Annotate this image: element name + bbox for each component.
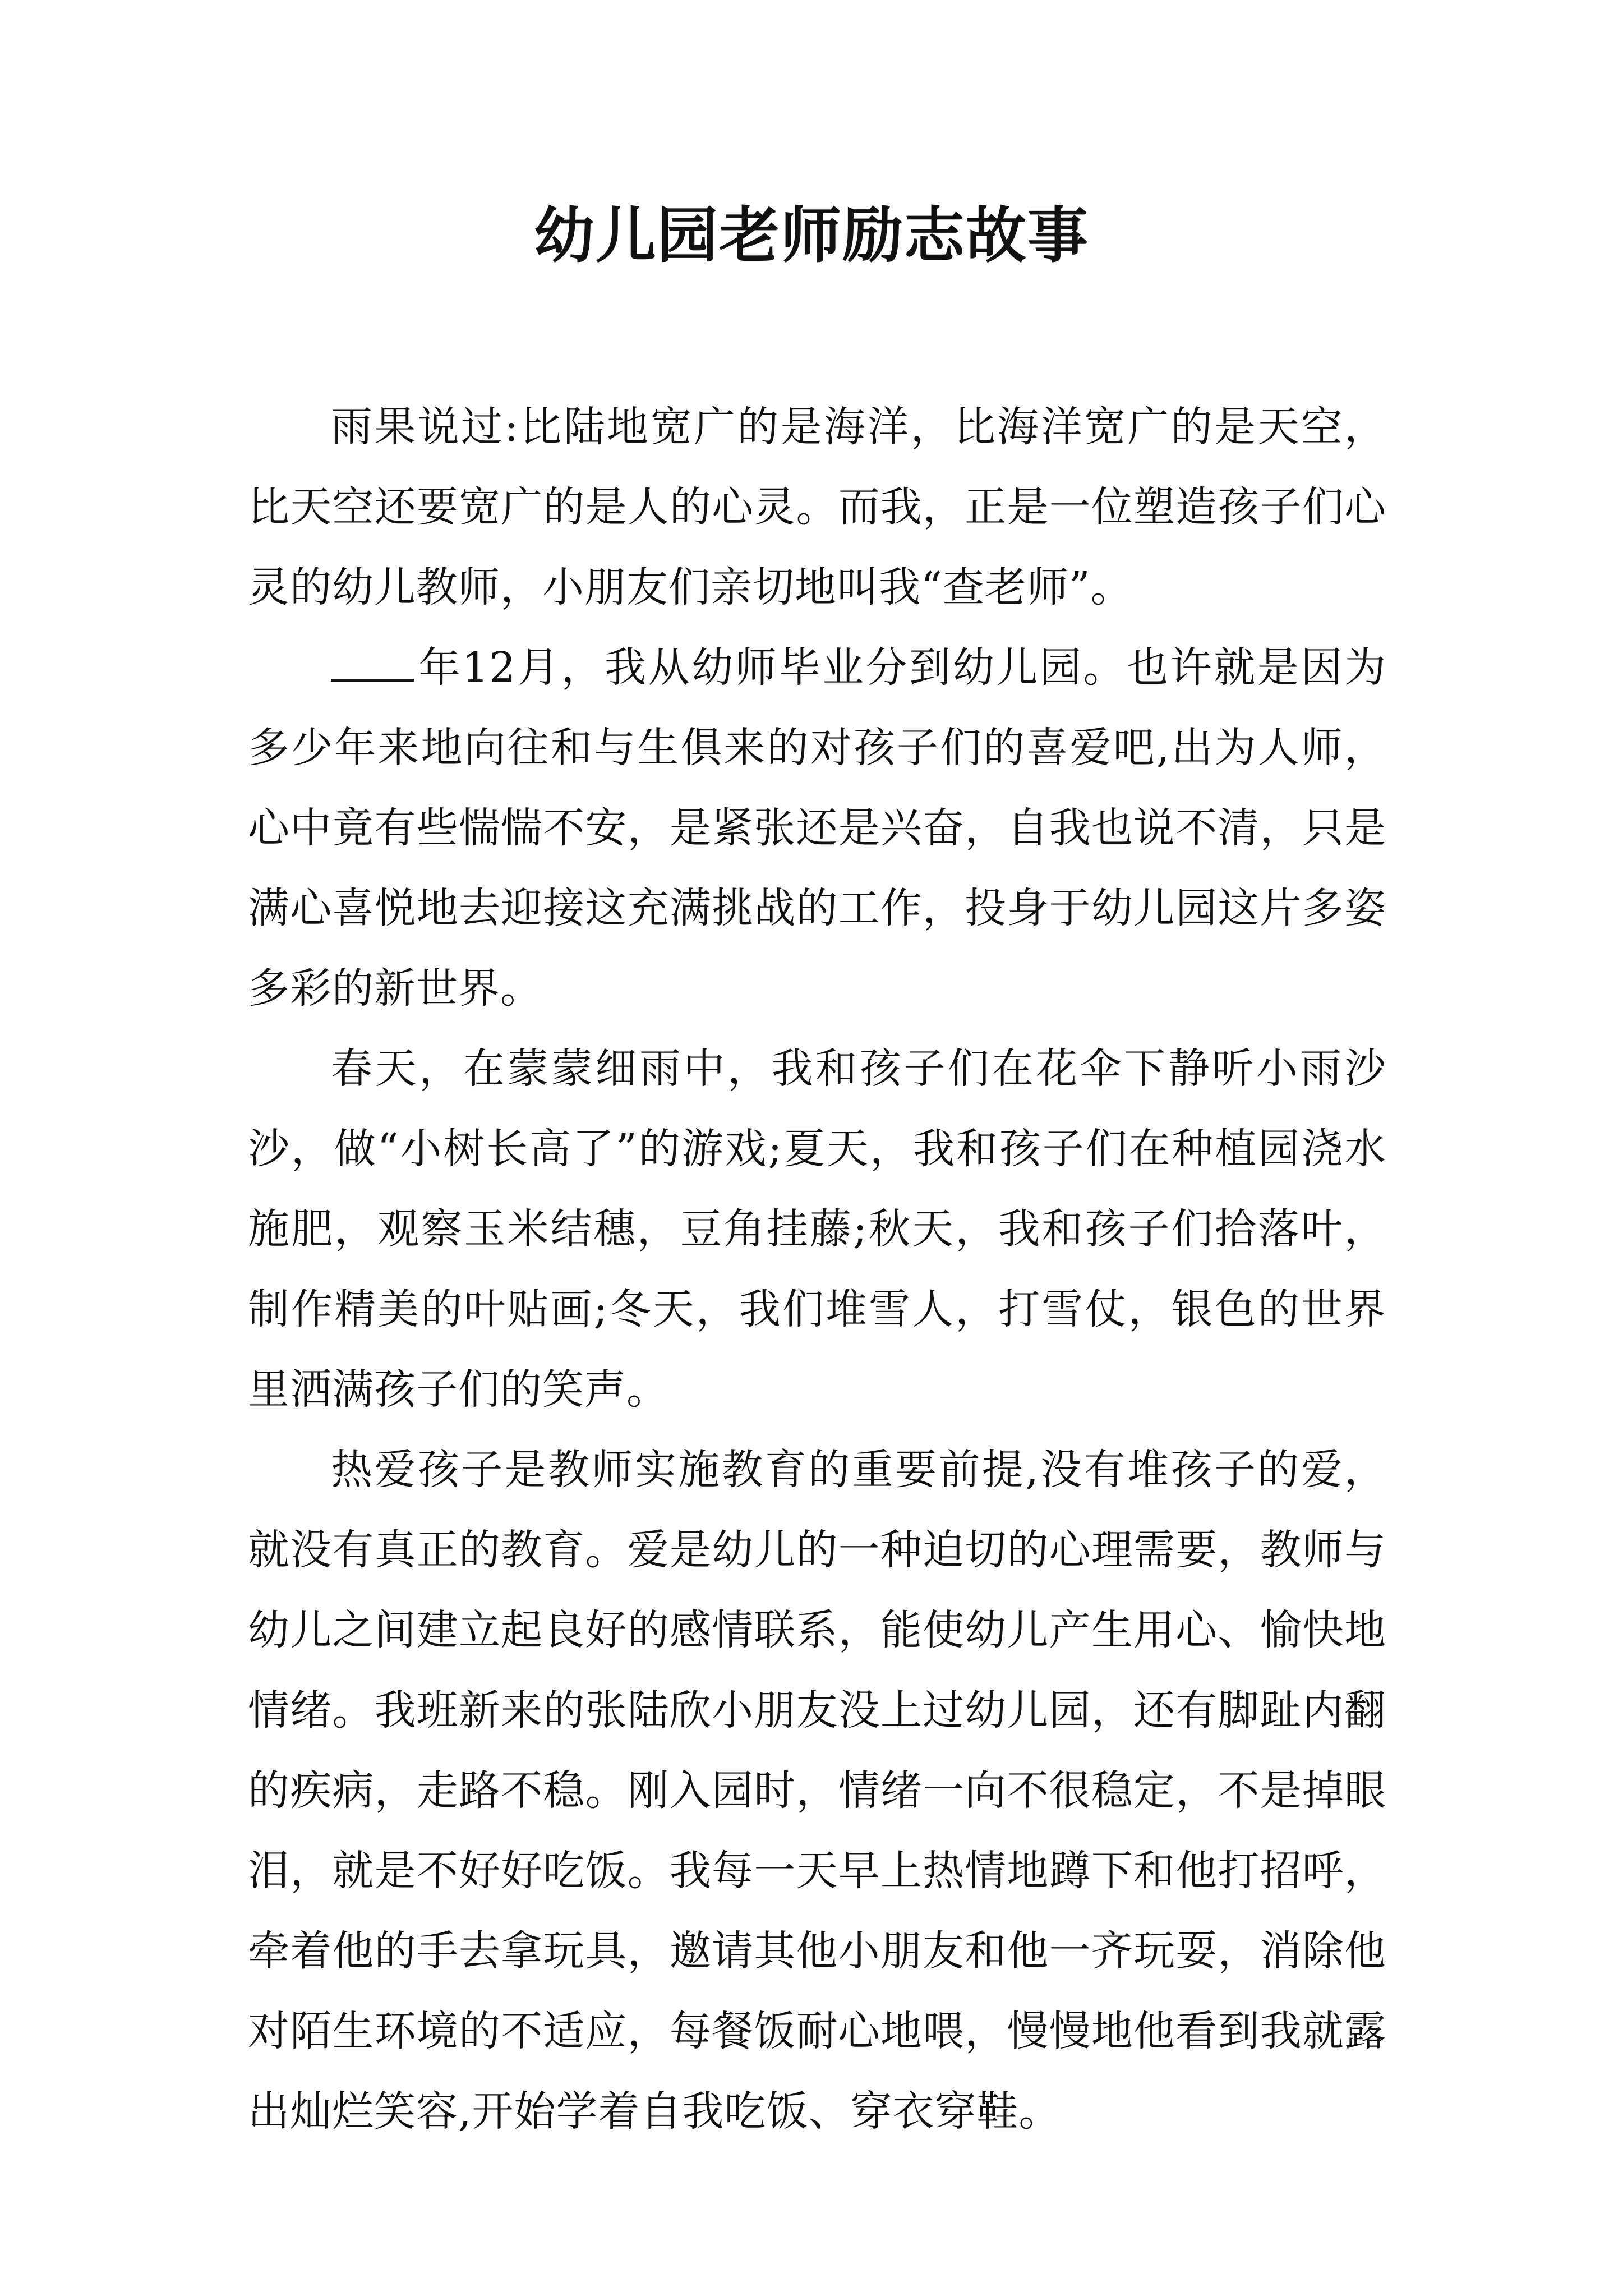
paragraph-3: 春天，在蒙蒙细雨中，我和孩子们在花伞下静听小雨沙沙，做“小树长高了”的游戏;夏天，我和孩子们在种植园浇水施肥，观察玉米结穗，豆角挂藤;秋天，我和孩子们拾落叶，制作精美的叶贴画;冬天，我们堆雪人，打雪仗，银色的世界里洒满孩子们的笑声。 [248, 1045, 1386, 1414]
paragraph-4: 热爱孩子是教师实施教育的重要前提,没有堆孩子的爱，就没有真正的教育。爱是幼儿的一种迫切的心理需要，教师与幼儿之间建立起良好的感情联系，能使幼儿产生用心、愉快地情绪。我班新来的张陆欣小朋友没上过幼儿园，还有脚趾内翻的疾病，走路不稳。刚入园时，情绪一向不很稳定，不是掉眼泪，就是不好好吃饭。我每一天早上热情地蹲下和他打招呼，牵着他的手去拿玩具，邀请其他小朋友和他一齐玩耍，消除他对陌生环境的不适应，每餐饭耐心地喂，慢慢地他看到我就露出灿烂笑容,开始学着自我吃饭、穿衣穿鞋。 [248, 1446, 1386, 2136]
document-body [248, 387, 1386, 2152]
fill-in-blank [331, 645, 414, 682]
paragraph-2 [248, 628, 1386, 1029]
document-title: 幼儿园老师励志故事 [533, 200, 1089, 271]
paragraph-2-text: 年12月，我从幼师毕业分到幼儿园。也许就是因为多少年来地向往和与生俱来的对孩子们的喜爱吧,出为人师，心中竟有些惴惴不安，是紧张还是兴奋，自我也说不清，只是满心喜悦地去迎接这充满挑战的工作，投身于幼儿园这片多姿多彩的新世界。 [248, 643, 1386, 1013]
paragraph-1: 雨果说过:比陆地宽广的是海洋，比海洋宽广的是天空，比天空还要宽广的是人的心灵。而我，正是一位塑造孩子们心灵的幼儿教师，小朋友们亲切地叫我“查老师”。 [248, 403, 1386, 611]
